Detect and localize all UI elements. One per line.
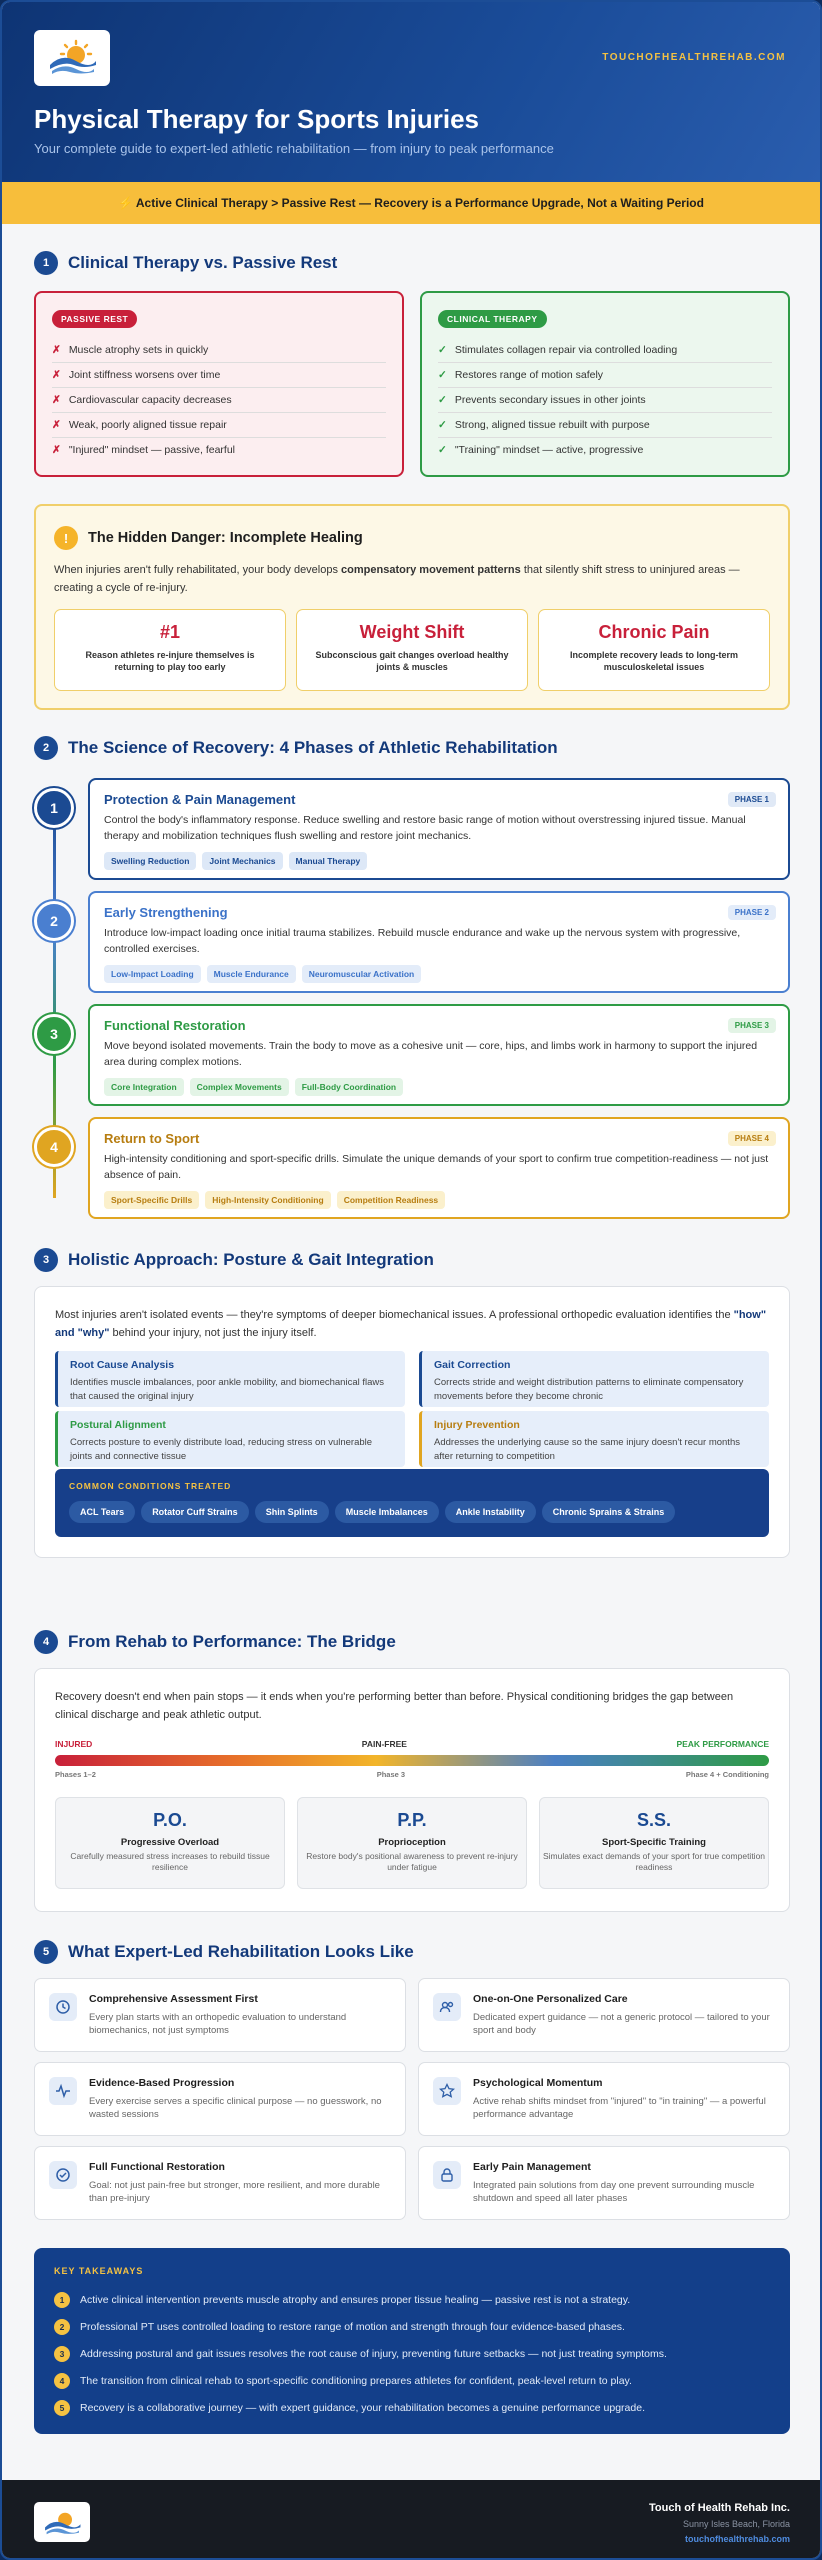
holistic-card-title: Postural Alignment	[70, 1419, 166, 1431]
mark-icon: ✗	[52, 344, 61, 356]
expert-card-text: Goal: not just pain-free but stronger, more resilient, and more durable than pre-injury	[89, 2180, 380, 2205]
phase-number-circle: 1	[34, 788, 74, 828]
pulse-icon	[49, 2077, 77, 2105]
bridge-box	[55, 1797, 285, 1889]
phase-chip: Competition Readiness	[337, 1191, 445, 1209]
takeaway-number: 5	[54, 2400, 70, 2416]
expert-card-text: Dedicated expert guidance — not a generic protocol — tailored to your sport and body	[473, 2012, 770, 2037]
bridge-text: Simulates exact demands of your sport for true competition readiness	[542, 1851, 766, 1873]
expert-card	[34, 1978, 406, 2052]
holistic-card-item	[55, 1411, 405, 1467]
holistic-card-item	[419, 1351, 769, 1407]
phase-title: Early Strengthening	[104, 905, 228, 920]
item-text: Restores range of motion safely	[454, 369, 604, 381]
item-text: Muscle atrophy sets in quickly	[68, 344, 209, 356]
phase-number-circle: 2	[34, 901, 74, 941]
phase-chips	[104, 965, 774, 983]
stat-text: Subconscious gait changes overload healthy joints & muscles	[315, 650, 509, 673]
bridge-abbrev: P.O.	[153, 1810, 187, 1830]
clinical-therapy-item	[438, 438, 772, 462]
takeaway-number: 4	[54, 2373, 70, 2389]
site-url[interactable]: TOUCHOFHEALTHREHAB.COM	[602, 52, 786, 63]
phase-chip: Sport-Specific Drills	[104, 1191, 199, 1209]
passive-rest-item	[52, 413, 386, 438]
condition-chip: Rotator Cuff Strains	[141, 1501, 249, 1523]
gradient-bar	[55, 1755, 769, 1766]
section-holistic	[34, 1248, 790, 1517]
section-comparison	[34, 251, 790, 456]
page-subtitle: Your complete guide to expert-led athletic rehabilitation — from injury to peak performance	[34, 141, 554, 156]
mark-icon: ✓	[438, 344, 447, 356]
expert-card-text: Active rehab shifts mindset from "injured" to "in training" — a powerful performance advantage	[473, 2096, 766, 2121]
header	[2, 2, 820, 182]
key-takeaways	[34, 2248, 790, 2434]
scale-sub-mid: Phase 3	[376, 1770, 406, 1779]
scale-mid-label: PAIN-FREE	[361, 1739, 407, 1749]
item-text: Stimulates collagen repair via controlled loading	[454, 344, 678, 356]
item-text: Strong, aligned tissue rebuilt with purpose	[454, 419, 650, 431]
scale-sub-right: Phase 4 + Conditioning	[685, 1770, 769, 1779]
bridge-title: Proprioception	[378, 1837, 446, 1848]
expert-card-text: Every exercise serves a specific clinical purpose — no guesswork, no wasted sessions	[89, 2096, 382, 2121]
mark-icon: ✓	[438, 394, 447, 406]
passive-rest-list	[52, 338, 386, 462]
scale-sub-left: Phases 1–2	[55, 1770, 96, 1779]
footer-url[interactable]: touchofhealthrehab.com	[684, 2534, 790, 2544]
passive-rest-item	[52, 438, 386, 462]
holistic-card-text: Identifies muscle imbalances, poor ankle mobility, and biomechanical flaws that caused the original injury	[70, 1377, 385, 1402]
holistic-card-title: Injury Prevention	[434, 1419, 520, 1431]
bridge-title: Progressive Overload	[120, 1837, 220, 1848]
clinical-therapy-list	[438, 338, 772, 462]
phase-chip: Full-Body Coordination	[295, 1078, 403, 1096]
takeaway-text: Recovery is a collaborative journey — with expert guidance, your rehabilitation becomes a genuine performance upgrade.	[80, 2402, 645, 2414]
stat-card	[538, 609, 770, 691]
bridge-abbrev: S.S.	[636, 1810, 671, 1830]
expert-card-title: Early Pain Management	[473, 2161, 591, 2173]
phase-chips	[104, 1191, 774, 1209]
phase-card	[88, 1004, 790, 1106]
people-icon	[433, 1993, 461, 2021]
section-title: From Rehab to Performance: The Bridge	[68, 1632, 396, 1651]
footer-logo[interactable]	[34, 2502, 90, 2542]
condition-chip: ACL Tears	[69, 1501, 135, 1523]
phase-chip: Swelling Reduction	[104, 852, 196, 870]
section-bridge	[34, 1630, 790, 1873]
lock-icon	[433, 2161, 461, 2189]
takeaway-item	[54, 2373, 770, 2389]
bridge-box	[539, 1797, 769, 1889]
holistic-card-title: Root Cause Analysis	[70, 1359, 175, 1371]
expert-card-title: One-on-One Personalized Care	[473, 1993, 628, 2005]
holistic-card	[34, 1286, 790, 1558]
holistic-card-text: Addresses the underlying cause so the same injury doesn't recur months after returning to competition	[434, 1437, 740, 1462]
takeaway-text: Professional PT uses controlled loading to restore range of motion and strength through four evidence-based phases.	[80, 2321, 625, 2333]
stat-value: Chronic Pain	[598, 622, 710, 643]
sun-wave-logo-icon	[42, 2507, 82, 2537]
section-number: 3	[34, 1248, 58, 1272]
expert-card	[418, 1978, 790, 2052]
phase-card	[88, 778, 790, 880]
passive-rest-item	[52, 338, 386, 363]
mark-icon: ✓	[438, 419, 447, 431]
takeaway-item	[54, 2292, 770, 2308]
takeaway-item	[54, 2346, 770, 2362]
phase-number-circle: 3	[34, 1014, 74, 1054]
phase-text: Control the body's inflammatory response. Reduce swelling and restore basic range of motion without overstressing injured tissue. Manual therapy and mobilization techniques flush swelling and restore joint mechanics.	[104, 814, 746, 842]
item-text: Weak, poorly aligned tissue repair	[68, 419, 227, 431]
expert-card	[418, 2062, 790, 2136]
mark-icon: ✓	[438, 369, 447, 381]
section-title: What Expert-Led Rehabilitation Looks Like	[68, 1942, 414, 1961]
stat-value: #1	[159, 622, 181, 643]
section-number: 2	[34, 736, 58, 760]
phase-tag: PHASE 1	[728, 792, 776, 807]
phase-title: Functional Restoration	[104, 1018, 246, 1033]
phase-chip: Manual Therapy	[289, 852, 368, 870]
scale-right-label: PEAK PERFORMANCE	[676, 1739, 769, 1749]
mark-icon: ✗	[52, 419, 61, 431]
phase-chip: High-Intensity Conditioning	[205, 1191, 330, 1209]
expert-card	[34, 2062, 406, 2136]
danger-stats	[54, 609, 770, 691]
takeaways-title: KEY TAKEAWAYS	[54, 2266, 144, 2276]
section-expert	[34, 1940, 790, 2205]
condition-chip: Shin Splints	[255, 1501, 329, 1523]
phase-chip: Neuromuscular Activation	[302, 965, 422, 983]
takeaway-number: 1	[54, 2292, 70, 2308]
phase-tag: PHASE 2	[728, 905, 776, 920]
section-phases	[34, 736, 790, 1276]
takeaway-number: 3	[54, 2346, 70, 2362]
expert-card-title: Evidence-Based Progression	[89, 2077, 235, 2089]
passive-rest-card	[34, 291, 404, 477]
item-text: Prevents secondary issues in other joints	[454, 394, 646, 406]
passive-rest-item	[52, 363, 386, 388]
phase-chip: Core Integration	[104, 1078, 184, 1096]
clinical-therapy-card	[420, 291, 790, 477]
takeaway-text: Addressing postural and gait issues resolves the root cause of injury, preventing future setbacks — not just treating symptoms.	[80, 2348, 667, 2360]
bridge-intro: Recovery doesn't end when pain stops — it ends when you're performing better than before. Physical conditioning bridges the gap between clinical discharge and peak athletic output.	[55, 1691, 734, 1721]
mark-icon: ✗	[52, 369, 61, 381]
conditions-list	[69, 1501, 755, 1523]
clinical-therapy-badge: CLINICAL THERAPY	[438, 310, 547, 328]
clinical-therapy-item	[438, 413, 772, 438]
bridge-box	[297, 1797, 527, 1889]
hidden-danger-card	[34, 504, 790, 710]
phase-chips	[104, 852, 774, 870]
stat-text: Incomplete recovery leads to long-term musculoskeletal issues	[569, 650, 739, 673]
warning-icon: !	[54, 526, 78, 550]
bridge-text: Restore body's positional awareness to prevent re-injury under fatigue	[306, 1851, 518, 1873]
danger-text: When injuries aren't fully rehabilitated, your body develops compensatory movement patterns that silently shift stress to uninjured areas — creating a cycle of re-injury.	[54, 564, 740, 594]
phase-text: High-intensity conditioning and sport-specific drills. Simulate the unique demands of your sport to confirm true competition-readiness — not just absence of pain.	[104, 1153, 769, 1181]
phase-number-circle: 4	[34, 1127, 74, 1167]
conditions-title: COMMON CONDITIONS TREATED	[69, 1481, 232, 1491]
clinical-therapy-item	[438, 388, 772, 413]
takeaway-number: 2	[54, 2319, 70, 2335]
expert-card-title: Psychological Momentum	[473, 2077, 603, 2089]
bridge-title: Sport-Specific Training	[602, 1837, 706, 1848]
expert-card-title: Comprehensive Assessment First	[89, 1993, 258, 2005]
section-title: Holistic Approach: Posture & Gait Integration	[68, 1250, 434, 1269]
takeaways-list	[54, 2292, 770, 2416]
stat-text: Reason athletes re-injure themselves is returning to play too early	[85, 650, 255, 673]
mark-icon: ✓	[438, 444, 447, 456]
logo[interactable]	[34, 30, 110, 86]
footer-company: Touch of Health Rehab Inc.	[649, 2502, 790, 2514]
expert-card-text: Integrated pain solutions from day one prevent surrounding muscle shutdown and speed all later phases	[473, 2180, 755, 2205]
section-title: Clinical Therapy vs. Passive Rest	[68, 253, 338, 272]
conditions-panel	[55, 1469, 769, 1537]
stat-value: Weight Shift	[359, 622, 465, 643]
bridge-text: Carefully measured stress increases to rebuild tissue resilience	[70, 1851, 270, 1873]
phase-tag: PHASE 3	[728, 1018, 776, 1033]
phase-card	[88, 891, 790, 993]
item-text: "Injured" mindset — passive, fearful	[68, 444, 236, 456]
item-text: Joint stiffness worsens over time	[68, 369, 221, 381]
phase-title: Protection & Pain Management	[104, 792, 296, 807]
bridge-card	[34, 1668, 790, 1912]
phase-text: Introduce low-impact loading once initial trauma stabilizes. Rebuild muscle endurance and wake up the nervous system with progressive, controlled exercises.	[104, 927, 741, 955]
passive-rest-item	[52, 388, 386, 413]
phase-card	[88, 1117, 790, 1219]
item-text: Cardiovascular capacity decreases	[68, 394, 232, 406]
holistic-intro: Most injuries aren't isolated events — they're symptoms of deeper biomechanical issues. A professional orthopedic evaluation identifies the "how" and "why" behind your injury, not just the injury itself.	[55, 1309, 767, 1339]
phase-chip: Joint Mechanics	[202, 852, 282, 870]
phase-chip: Muscle Endurance	[207, 965, 296, 983]
expert-card-text: Every plan starts with an orthopedic evaluation to understand biomechanics, not just symptoms	[89, 2012, 347, 2037]
holistic-card-title: Gait Correction	[434, 1359, 511, 1371]
bridge-abbrev: P.P.	[397, 1810, 427, 1830]
clinical-therapy-item	[438, 338, 772, 363]
holistic-card-item	[55, 1351, 405, 1407]
stat-card	[54, 609, 286, 691]
section-number: 5	[34, 1940, 58, 1964]
holistic-card-item	[419, 1411, 769, 1467]
expert-card-title: Full Functional Restoration	[89, 2161, 225, 2173]
sun-wave-logo-icon	[46, 39, 98, 77]
headline-banner: ⚡ Active Clinical Therapy > Passive Rest — Recovery is a Performance Upgrade, Not a Waiting Period	[2, 182, 820, 224]
takeaway-item	[54, 2400, 770, 2416]
clock-icon	[49, 1993, 77, 2021]
section-number: 1	[34, 251, 58, 275]
takeaway-text: The transition from clinical rehab to sport-specific conditioning prepares athletes for confident, peak-level return to play.	[80, 2375, 632, 2387]
footer	[2, 2480, 822, 2560]
phase-title: Return to Sport	[104, 1131, 200, 1146]
expert-card	[418, 2146, 790, 2220]
page-title: Physical Therapy for Sports Injuries	[34, 104, 480, 134]
expert-grid	[34, 1978, 790, 2218]
phase-chip: Low-Impact Loading	[104, 965, 201, 983]
expert-card	[34, 2146, 406, 2220]
holistic-card-text: Corrects posture to evenly distribute load, reducing stress on vulnerable joints and connective tissue	[70, 1437, 373, 1462]
progress-scale	[55, 1739, 769, 1779]
scale-left-label: INJURED	[55, 1739, 93, 1749]
passive-rest-badge: PASSIVE REST	[52, 310, 137, 328]
bridge-boxes	[55, 1797, 769, 1889]
condition-chip: Muscle Imbalances	[335, 1501, 439, 1523]
item-text: "Training" mindset — active, progressive	[454, 444, 644, 456]
section-number: 4	[34, 1630, 58, 1654]
condition-chip: Chronic Sprains & Strains	[542, 1501, 676, 1523]
danger-title: The Hidden Danger: Incomplete Healing	[88, 530, 363, 546]
check-circle-icon	[49, 2161, 77, 2189]
star-icon	[433, 2077, 461, 2105]
mark-icon: ✗	[52, 394, 61, 406]
phase-tag: PHASE 4	[728, 1131, 776, 1146]
stat-card	[296, 609, 528, 691]
takeaway-item	[54, 2319, 770, 2335]
takeaway-text: Active clinical intervention prevents muscle atrophy and ensures proper tissue healing — passive rest is not a strategy.	[80, 2294, 631, 2306]
phase-chips	[104, 1078, 774, 1096]
phase-text: Move beyond isolated movements. Train the body to move as a cohesive unit — core, hips, and limbs work in harmony to support the injured area during complex motions.	[104, 1040, 758, 1068]
condition-chip: Ankle Instability	[445, 1501, 536, 1523]
footer-location: Sunny Isles Beach, Florida	[682, 2519, 790, 2529]
clinical-therapy-item	[438, 363, 772, 388]
section-title: The Science of Recovery: 4 Phases of Athletic Rehabilitation	[68, 738, 558, 757]
phase-chip: Complex Movements	[190, 1078, 289, 1096]
holistic-card-text: Corrects stride and weight distribution patterns to eliminate compensatory movements before they become chronic	[434, 1377, 744, 1402]
mark-icon: ✗	[52, 444, 61, 456]
